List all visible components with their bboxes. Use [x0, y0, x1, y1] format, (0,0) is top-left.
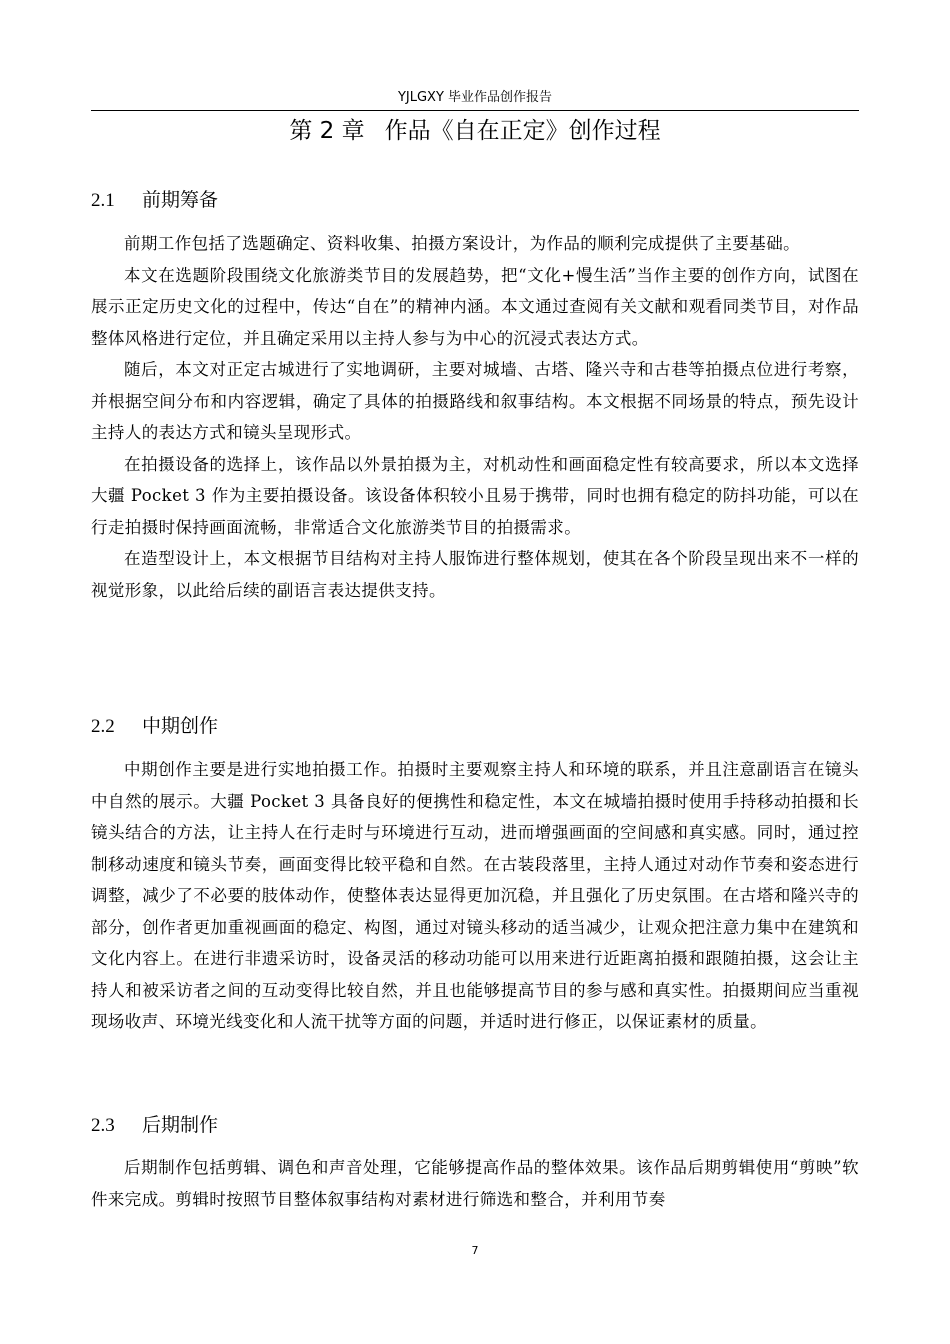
- paragraph: 后期制作包括剪辑、调色和声音处理，它能够提高作品的整体效果。该作品后期剪辑使用“剪映”软件来完成。剪辑时按照节目整体叙事结构对素材进行筛选和整合，并利用节奏: [91, 1158, 859, 1209]
- paragraph: 本文在选题阶段围绕文化旅游类节目的发展趋势，把“文化+慢生活”当作主要的创作方向，试图在展示正定历史文化的过程中，传达“自在”的精神内涵。本文通过查阅有关文献和观看同类节目，对作品整体风格进行定位，并且确定采用以主持人参与为中心的沉浸式表达方式。: [91, 265, 859, 348]
- section-title: 前期筹备: [142, 189, 219, 211]
- section-number: 2.2: [91, 716, 115, 737]
- section-title: 后期制作: [142, 1114, 219, 1136]
- chapter-title: [91, 116, 859, 146]
- paragraph: 随后，本文对正定古城进行了实地调研，主要对城墙、古塔、隆兴寺和古巷等拍摄点位进行考察，并根据空间分布和内容逻辑，确定了具体的拍摄路线和叙事结构。本文根据不同场景的特点，预先设计主持人的表达方式和镜头呈现形式。: [91, 360, 859, 442]
- section-body-2-1: [91, 228, 859, 606]
- section-heading-2-1: [91, 187, 859, 214]
- chapter-name: 作品《自在正定》创作过程: [384, 118, 661, 144]
- paragraph: 在造型设计上，本文根据节目结构对主持人服饰进行整体规划，使其在各个阶段呈现出来不一样的视觉形象，以此给后续的副语言表达提供支持。: [91, 549, 859, 600]
- section-body-2-3: [91, 1152, 859, 1215]
- chapter-number: 第 2 章: [289, 118, 365, 144]
- section-heading-2-2: [91, 713, 859, 740]
- paragraph: 前期工作包括了选题确定、资料收集、拍摄方案设计，为作品的顺利完成提供了主要基础。: [124, 234, 800, 253]
- section-number: 2.1: [91, 190, 115, 211]
- paragraph: 在拍摄设备的选择上，该作品以外景拍摄为主，对机动性和画面稳定性有较高要求，所以本文选择大疆 Pocket 3 作为主要拍摄设备。该设备体积较小且易于携带，同时也拥有稳定的防抖功能，可以在行走拍摄时保持画面流畅，非常适合文化旅游类节目的拍摄需求。: [91, 454, 859, 537]
- section-number: 2.3: [91, 1115, 115, 1136]
- running-header: YJLGXY 毕业作品创作报告: [397, 90, 553, 105]
- header-divider: [91, 110, 859, 111]
- section-heading-2-3: [91, 1112, 859, 1139]
- section-title: 中期创作: [142, 715, 219, 737]
- paragraph: 中期创作主要是进行实地拍摄工作。拍摄时主要观察主持人和环境的联系，并且注意副语言在镜头中自然的展示。大疆 Pocket 3 具备良好的便携性和稳定性，本文在城墙拍摄时使用手持移动拍摄和长镜头结合的方法，让主持人在行走时与环境进行互动，进而增强画面的空间感和真实感。同时，通过控制移动速度和镜头节奏，画面变得比较平稳和自然。在古装段落里，主持人通过对动作节奏和姿态进行调整，减少了不必要的肢体动作，使整体表达显得更加沉稳，并且强化了历史氛围。在古塔和隆兴寺的部分，创作者更加重视画面的稳定、构图，通过对镜头移动的适当减少，让观众把注意力集中在建筑和文化内容上。在进行非遗采访时，设备灵活的移动功能可以用来进行近距离拍摄和跟随拍摄，这会让主持人和被采访者之间的互动变得比较自然，并且也能够提高节目的参与感和真实性。拍摄期间应当重视现场收声、环境光线变化和人流干扰等方面的问题，并适时进行修正，以保证素材的质量。: [91, 760, 859, 1031]
- page-number: 7: [471, 1244, 479, 1257]
- section-body-2-2: [91, 754, 859, 1038]
